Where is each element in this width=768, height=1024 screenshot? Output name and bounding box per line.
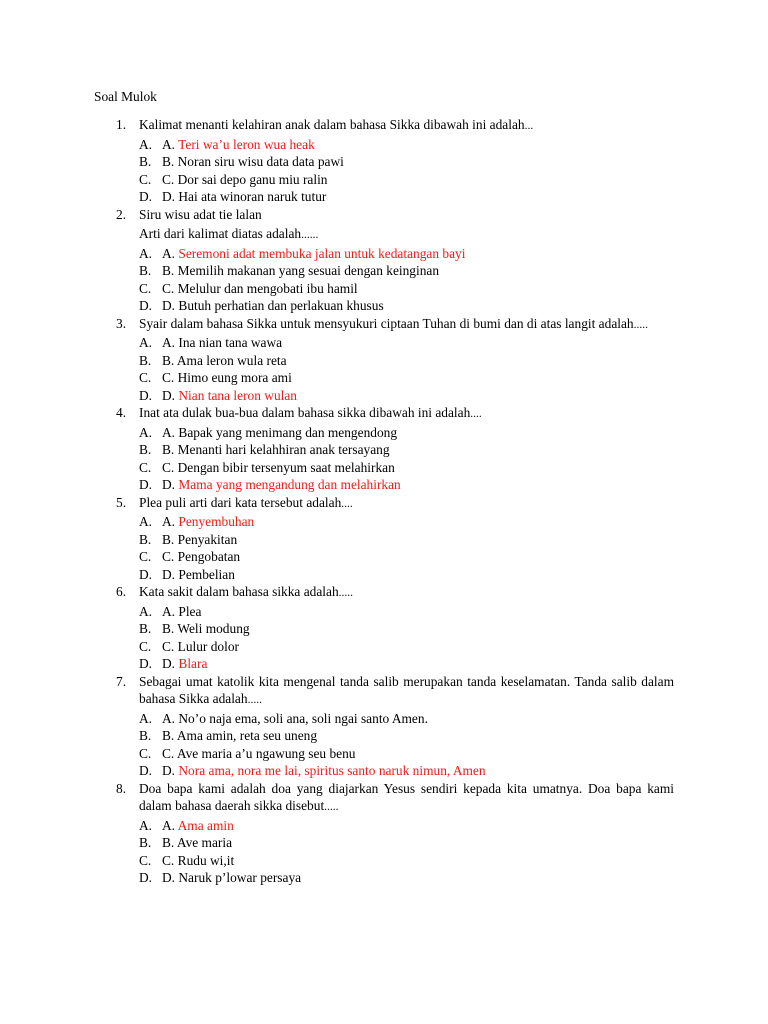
question-text-content: Sebagai umat katolik kita mengenal tanda salib merupakan tanda keselamatan. Tanda salib dalam bahasa Sikka adalah (139, 673, 674, 706)
option-text (162, 620, 674, 638)
answer-option-c (139, 548, 674, 566)
option-letter: D. (139, 566, 153, 582)
option-prefix: C. (162, 745, 175, 761)
option-letter: D. (139, 763, 153, 778)
question-2 (116, 206, 674, 315)
answer-option-a (139, 710, 674, 728)
option-prefix: B. (162, 154, 175, 169)
question-dots: ..... (633, 318, 648, 331)
option-text (162, 727, 674, 745)
option-text (162, 869, 674, 887)
answer-text: Dor sai depo ganu miu ralin (177, 171, 328, 187)
question-dots: .... (341, 497, 353, 510)
answer-option-c (139, 459, 674, 477)
option-letter: B. (139, 728, 152, 743)
answer-text: Ave maria a’u ngawung seu benu (176, 745, 356, 761)
question-number: 3. (116, 315, 127, 331)
option-prefix: D. (162, 477, 176, 492)
answer-text: Plea (178, 603, 202, 619)
option-letter: D. (139, 477, 153, 492)
answer-option-b (139, 262, 674, 280)
question-text-content: Kata sakit dalam bahasa sikka adalah (139, 584, 339, 599)
correct-answer-text: Blara (178, 656, 208, 671)
question-number: 2. (116, 206, 127, 222)
option-text (162, 171, 674, 189)
option-prefix: D. (162, 566, 176, 582)
question-text (139, 494, 674, 514)
option-letter: A. (139, 710, 153, 726)
option-text (162, 566, 674, 584)
option-prefix: A. (162, 603, 176, 619)
correct-answer-text: Mama yang mengandung dan melahirkan (178, 477, 401, 492)
question-text-content: Inat ata dulak bua-bua dalam bahasa sikka dibawah ini adalah (139, 405, 471, 420)
answer-text: Butuh perhatian dan perlakuan khusus (178, 298, 384, 313)
option-letter: C. (139, 549, 152, 564)
option-text (162, 513, 674, 531)
option-prefix: C. (162, 370, 175, 385)
option-letter: C. (139, 638, 152, 654)
option-text (162, 638, 674, 656)
option-text (162, 745, 674, 763)
answer-text: No’o naja ema, soli ana, soli ngai santo Amen. (178, 710, 428, 726)
question-text (139, 583, 674, 603)
option-text (162, 245, 674, 263)
option-letter: B. (139, 263, 152, 278)
answer-option-b (139, 352, 674, 370)
option-letter: B. (139, 154, 152, 169)
question-body (139, 494, 674, 584)
answer-option-d (139, 869, 674, 887)
question-1 (116, 116, 674, 206)
answer-text: Himo eung mora ami (177, 370, 292, 385)
answer-option-d (139, 297, 674, 315)
answer-text: Ama amin, reta seu uneng (176, 728, 318, 743)
question-body (139, 315, 674, 405)
question-body (139, 673, 674, 780)
option-prefix: C. (162, 852, 175, 868)
answer-option-c (139, 369, 674, 387)
option-prefix: D. (162, 298, 176, 313)
option-prefix: C. (162, 171, 175, 187)
question-body (139, 116, 674, 206)
answer-text: Bapak yang menimang dan mengendong (178, 424, 398, 440)
option-prefix: A. (162, 335, 176, 350)
question-text (139, 116, 674, 136)
question-number: 4. (116, 405, 127, 420)
answer-option-d (139, 566, 674, 584)
answer-option-b (139, 727, 674, 745)
answer-option-a (139, 513, 674, 531)
question-text (139, 315, 674, 335)
option-letter: D. (139, 387, 153, 403)
answer-option-b (139, 441, 674, 459)
question-6 (116, 583, 674, 673)
option-letter: B. (139, 621, 152, 636)
option-prefix: D. (162, 763, 176, 778)
answer-text: Ama leron wula reta (176, 352, 287, 368)
answer-option-a (139, 245, 674, 263)
option-prefix: A. (162, 710, 176, 726)
question-4 (116, 404, 674, 494)
answer-option-c (139, 852, 674, 870)
answer-option-c (139, 171, 674, 189)
option-text (162, 459, 674, 477)
question-dots: .... (470, 408, 482, 420)
option-text (162, 334, 674, 352)
option-text (162, 153, 674, 171)
option-letter: A. (139, 603, 153, 619)
question-text (139, 206, 674, 226)
question-number: 8. (116, 780, 127, 796)
question-text-content: Arti dari kalimat diatas adalah (139, 226, 302, 241)
option-prefix: B. (162, 531, 175, 547)
option-prefix: C. (162, 638, 175, 654)
option-letter: D. (139, 189, 153, 204)
answer-option-a (139, 817, 674, 835)
option-prefix: A. (162, 817, 176, 833)
option-prefix: C. (162, 280, 175, 296)
correct-answer-text: Penyembuhan (178, 514, 255, 529)
option-letter: B. (139, 352, 152, 368)
correct-answer-text: Ama amin (177, 817, 234, 833)
option-letter: D. (139, 298, 153, 313)
option-text (162, 441, 674, 459)
correct-answer-text: Nora ama, nora me lai, spiritus santo naruk nimun, Amen (178, 763, 486, 778)
answer-option-b (139, 153, 674, 171)
option-letter: A. (139, 136, 153, 152)
option-text (162, 834, 674, 852)
option-prefix: A. (162, 245, 176, 261)
question-5 (116, 494, 674, 584)
answer-option-c (139, 638, 674, 656)
option-letter: D. (139, 870, 153, 885)
option-letter: C. (139, 852, 152, 868)
question-text-content: Plea puli arti dari kata tersebut adalah (139, 494, 342, 510)
answer-text: Noran siru wisu data data pawi (177, 154, 344, 169)
question-text-content: Syair dalam bahasa Sikka untuk mensyukuri ciptaan Tuhan di bumi dan di atas langit adalah (139, 315, 634, 331)
option-letter: A. (139, 817, 153, 833)
question-number: 6. (116, 584, 127, 599)
answer-text: Menanti hari kelahhiran anak tersayang (177, 442, 390, 457)
option-text (162, 136, 674, 154)
answer-option-a (139, 603, 674, 621)
answer-text: Weli modung (177, 621, 250, 636)
option-letter: C. (139, 370, 152, 385)
answer-text: Dengan bibir tersenyum saat melahirkan (177, 459, 395, 475)
question-dots: ..... (247, 694, 262, 706)
question-text (139, 673, 674, 710)
option-letter: B. (139, 531, 152, 547)
answer-option-a (139, 136, 674, 154)
answer-text: Pengobatan (177, 549, 241, 564)
option-text (162, 297, 674, 315)
question-list (116, 116, 674, 887)
option-prefix: B. (162, 835, 175, 850)
option-text (162, 762, 674, 780)
option-prefix: B. (162, 621, 175, 636)
question-8 (116, 780, 674, 887)
answer-text: Rudu wi,it (177, 852, 235, 868)
question-text (139, 225, 674, 245)
question-body (139, 583, 674, 673)
answer-text: Memilih makanan yang sesuai dengan keinginan (177, 263, 440, 278)
option-prefix: B. (162, 728, 175, 743)
option-prefix: D. (162, 870, 176, 885)
option-prefix: B. (162, 263, 175, 278)
option-letter: C. (139, 459, 152, 475)
question-text (139, 404, 674, 424)
option-text (162, 352, 674, 370)
option-letter: A. (139, 335, 153, 350)
answer-option-d (139, 655, 674, 673)
option-letter: C. (139, 171, 152, 187)
option-text (162, 369, 674, 387)
option-prefix: B. (162, 352, 175, 368)
question-body (139, 404, 674, 494)
answer-option-a (139, 424, 674, 442)
question-dots: ... (524, 120, 534, 132)
correct-answer-text: Nian tana leron wulan (178, 387, 298, 403)
option-letter: C. (139, 745, 152, 761)
option-text (162, 548, 674, 566)
option-text (162, 852, 674, 870)
option-letter: A. (139, 245, 153, 261)
question-number: 7. (116, 673, 127, 689)
answer-option-b (139, 620, 674, 638)
question-text-content: Doa bapa kami adalah doa yang diajarkan Yesus sendiri kepada kita umatnya. Doa bapa kami dalam bahasa daerah sikka disebut (139, 780, 674, 813)
question-number: 1. (116, 117, 127, 132)
option-text (162, 655, 674, 673)
document-title: Soal Mulok (94, 89, 157, 104)
answer-text: Pembelian (178, 566, 235, 582)
option-text (162, 280, 674, 298)
option-prefix: B. (162, 442, 175, 457)
option-prefix: D. (162, 387, 176, 403)
option-text (162, 476, 674, 494)
option-text (162, 387, 674, 405)
answer-text: Hai ata winoran naruk tutur (178, 189, 327, 204)
answer-text: Naruk p’lowar persaya (178, 870, 302, 885)
option-letter: B. (139, 442, 152, 457)
option-letter: C. (139, 280, 152, 296)
answer-text: Lulur dolor (177, 638, 240, 654)
question-dots: ..... (324, 801, 339, 813)
option-text (162, 817, 674, 835)
option-text (162, 262, 674, 280)
answer-option-d (139, 387, 674, 405)
option-prefix: D. (162, 189, 176, 204)
option-letter: D. (139, 656, 153, 671)
option-letter: A. (139, 424, 153, 440)
answer-option-d (139, 476, 674, 494)
question-text-content: Kalimat menanti kelahiran anak dalam bahasa Sikka dibawah ini adalah (139, 117, 525, 132)
option-prefix: C. (162, 549, 175, 564)
answer-text: Ave maria (176, 835, 233, 850)
question-text (139, 780, 674, 817)
answer-option-d (139, 188, 674, 206)
answer-option-c (139, 280, 674, 298)
answer-option-d (139, 762, 674, 780)
option-prefix: A. (162, 514, 176, 529)
answer-option-b (139, 834, 674, 852)
answer-text: Penyakitan (177, 531, 238, 547)
question-body (139, 206, 674, 315)
question-number: 5. (116, 494, 127, 510)
question-7 (116, 673, 674, 780)
answer-option-b (139, 531, 674, 549)
answer-option-a (139, 334, 674, 352)
option-letter: B. (139, 835, 152, 850)
answer-text: Melulur dan mengobati ibu hamil (177, 280, 358, 296)
question-dots: ...... (301, 229, 319, 241)
option-prefix: A. (162, 424, 176, 440)
option-text (162, 603, 674, 621)
answer-text: Ina nian tana wawa (178, 335, 283, 350)
question-text-content: Siru wisu adat tie lalan (139, 206, 262, 222)
question-dots: ..... (338, 587, 354, 599)
option-text (162, 710, 674, 728)
correct-answer-text: Seremoni adat membuka jalan untuk kedatangan bayi (178, 245, 466, 261)
question-3 (116, 315, 674, 405)
option-text (162, 424, 674, 442)
option-letter: A. (139, 514, 153, 529)
answer-option-c (139, 745, 674, 763)
question-body (139, 780, 674, 887)
option-text (162, 188, 674, 206)
correct-answer-text: Teri wa’u leron wua heak (178, 136, 315, 152)
option-prefix: A. (162, 136, 176, 152)
option-prefix: C. (162, 459, 175, 475)
option-text (162, 531, 674, 549)
option-prefix: D. (162, 656, 176, 671)
